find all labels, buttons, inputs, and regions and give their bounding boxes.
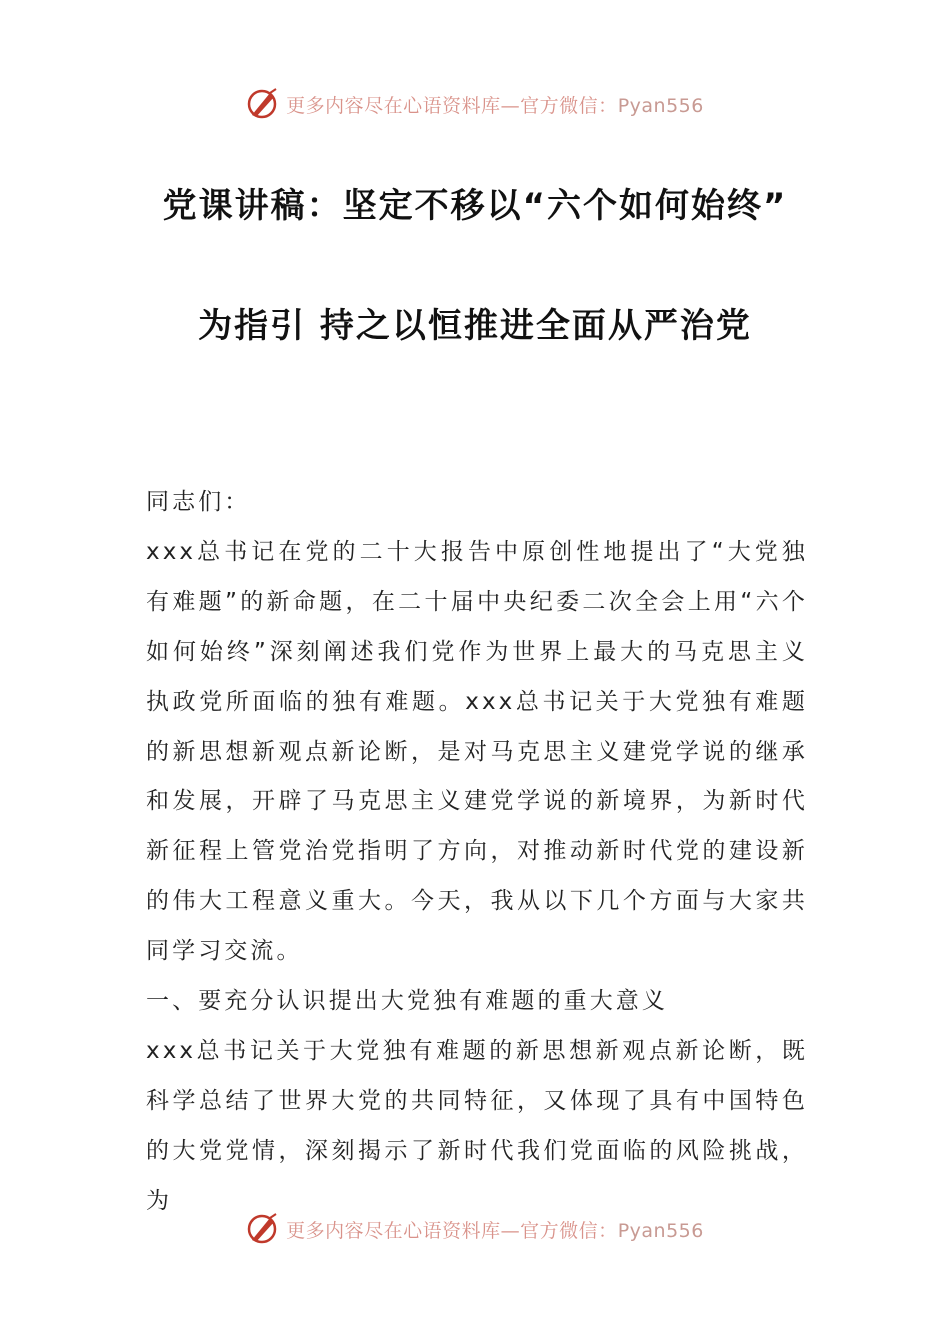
document-title-line-1: 党课讲稿：坚定不移以“六个如何始终” [162, 186, 788, 226]
watermark-text [286, 91, 704, 118]
quill-logo-icon [246, 1212, 280, 1246]
watermark-separator: — [500, 94, 521, 117]
body-paragraph: xxx总书记关于大党独有难题的新思想新观点新论断，既科学总结了世界大党的共同特征，又体现了具有中国特色的大党党情，深刻揭示了新时代我们党面临的风险挑战，为 [146, 1037, 808, 1214]
quill-logo-icon [246, 87, 280, 121]
footer-watermark [0, 1209, 950, 1249]
watermark-text [286, 1216, 704, 1243]
watermark-wechat-id: Pyan556 [617, 1219, 704, 1242]
watermark-site: 更多内容尽在心语资料库 [286, 1219, 501, 1242]
salutation: 同志们： [146, 489, 251, 515]
watermark-separator: — [500, 1219, 521, 1242]
section-heading: 一、要充分认识提出大党独有难题的重大意义 [146, 988, 668, 1015]
watermark-site: 更多内容尽在心语资料库 [286, 94, 501, 117]
watermark-wechat-label: 官方微信： [520, 94, 618, 117]
body-paragraph: xxx总书记在党的二十大报告中原创性地提出了“大党独有难题”的新命题，在二十届中央纪委二次全会上用“六个如何始终”深刻阐述我们党作为世界上最大的马克思主义执政党所面临的独有难题。xxx总书记关于大党独有难题的新思想新观点新论断，是对马克思主义建党学说的继承和发展，开辟了马克思主义建党学说的新境界，为新时代新征程上管党治党指明了方向，对推动新时代党的建设新的伟大工程意义重大。今天，我从以下几个方面与大家共同学习交流。 [146, 538, 808, 965]
header-watermark [0, 84, 950, 124]
watermark-wechat-id: Pyan556 [617, 94, 704, 117]
watermark-wechat-label: 官方微信： [520, 1219, 618, 1242]
document-title-line-2: 为指引 持之以恒推进全面从严治党 [198, 306, 752, 346]
document-body [146, 478, 808, 1227]
